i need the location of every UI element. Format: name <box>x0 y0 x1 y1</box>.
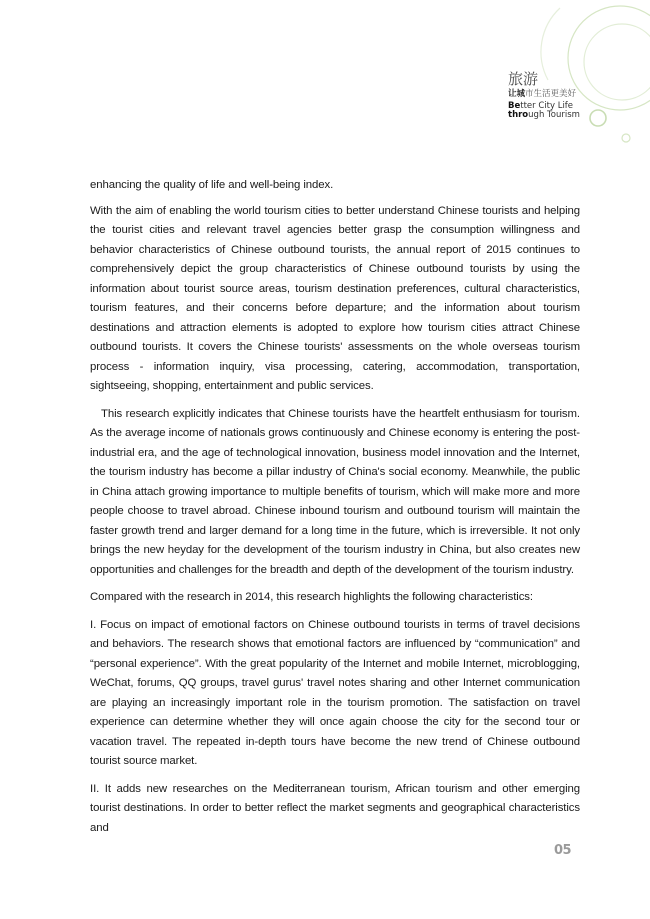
paragraph-point-two: II. It adds new researches on the Mediterranean tourism, African tourism and other emerging tourist destinations. In order to better reflect the market segments and geographical characteristics and <box>90 782 580 834</box>
brand-slogan-en-line1-rest: tter City Life <box>520 100 574 111</box>
brand-slogan-cn-rest: 市生活更美好 <box>525 89 577 99</box>
deco-circle-tiny <box>622 134 630 142</box>
paragraph-comparison: Compared with the research in 2014, this research highlights the following characteristics: <box>90 591 533 603</box>
paragraph-point-one: I. Focus on impact of emotional factors on Chinese outbound tourists in terms of travel decisions and behaviors. The research shows that emotional factors are influenced by “communication” and “personal experience”. With the great popularity of the Internet and mobile Internet, microblogging, WeChat, forums, QQ groups, travel gurus' travel notes sharing and other Internet communication are playing an increasingly important role in the tourism promotion. The satisfaction on travel experience can determine whether they will once again choose the city for the second tour or vacation travel. The repeated in-depth tours have become the new trend of Chinese outbound tourist source market. <box>90 618 580 767</box>
brand-slogan-en-line1-prefix: Be <box>508 100 521 111</box>
brand-slogan-en-line2-rest: ugh Tourism <box>528 110 580 121</box>
brand-slogan-en <box>508 102 608 122</box>
paragraph-enthusiasm: This research explicitly indicates that Chinese tourists have the heartfelt enthusiasm for tourism. As the average income of nationals grows continuously and Chinese economy is entering the post-industrial era, and the age of technological innovation, business model innovation and the Internet, the tourism industry has become a pillar industry of China's social economy. Meanwhile, the public in China attach growing importance to multiple benefits of tourism, which will make more and more people choose to travel abroad. Chinese inbound tourism and outbound tourism will maintain the faster growth trend and larger demand for a long time in the future, which is irreversible. It not only brings the new heyday for the development of the tourism industry in China, but also creates new opportunities and challenges for the breadth and depth of the development of the tourism industry. <box>90 407 580 576</box>
brand-slogan-cn <box>508 90 608 99</box>
document-body <box>90 176 580 846</box>
brand-logo <box>508 72 608 121</box>
paragraph-aim: With the aim of enabling the world tourism cities to better understand Chinese tourists and helping the tourist cities and relevant travel agencies better grasp the consumption willingness and behavior characteristics of Chinese outbound tourists, the annual report of 2015 continues to comprehensively depict the group characteristics of Chinese outbound tourists by using the information about tourist source areas, tourism destination preferences, cultural characteristics, tourism features, and their concerns before departure; and the information about tourism destinations and attraction elements is adopted to explore how tourism cities attract Chinese outbound tourists. It covers the Chinese tourists' assessments on the whole overseas tourism process - information inquiry, visa processing, catering, accommodation, transportation, sightseeing, shopping, entertainment and public services. <box>90 204 580 392</box>
brand-title-cn: 旅游 <box>508 70 539 88</box>
brand-slogan-en-line2 <box>508 111 608 121</box>
paragraph-continuation: enhancing the quality of life and well-being index. <box>90 179 334 191</box>
deco-arc-left <box>541 8 560 80</box>
brand-slogan-cn-prefix: 让城 <box>508 89 526 99</box>
page-number: 05 <box>554 843 572 858</box>
brand-slogan-en-line2-prefix: thro <box>508 110 529 121</box>
